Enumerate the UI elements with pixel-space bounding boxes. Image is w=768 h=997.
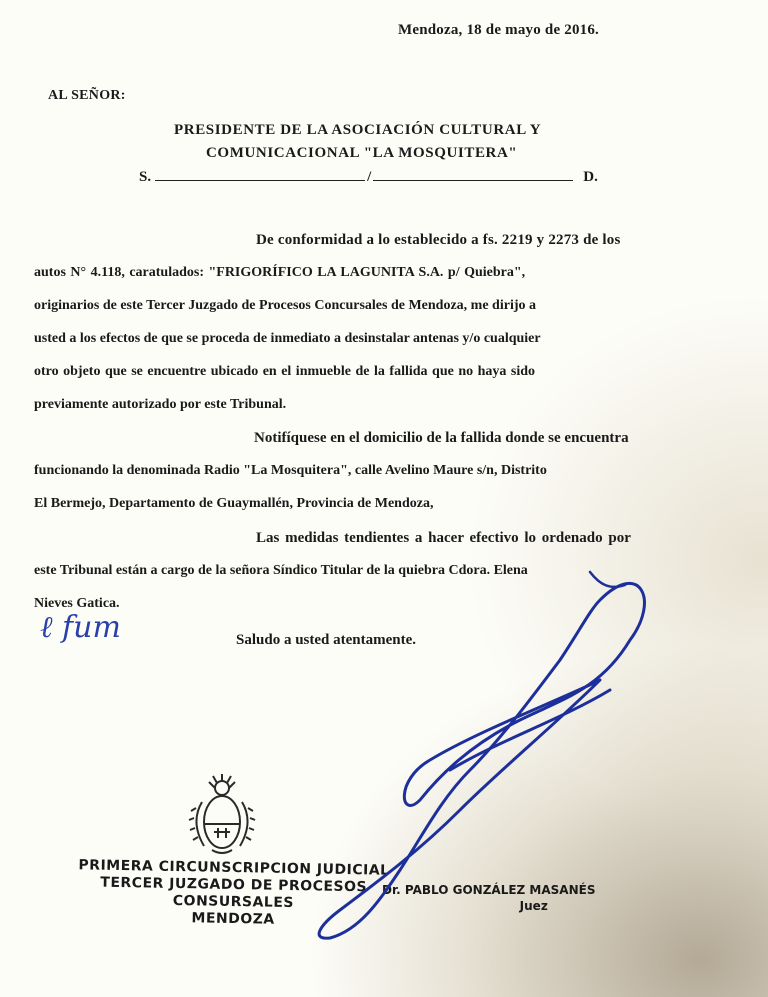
judge-name: Dr. PABLO GONZÁLEZ MASANÉS [382,883,596,897]
paragraph1-line: autos N° 4.118, caratulados: "FRIGORÍFICO LA LAGUNITA S.A. p/ Quiebra", [34,265,526,280]
paragraph1-line: originarios de este Tercer Juzgado de Procesos Concursales de Mendoza, me dirijo a [34,298,536,313]
addressee-label: AL SEÑOR: [48,88,126,103]
closing-line: Saludo a usted atentamente. [236,632,417,648]
stamp-line: PRIMERA CIRCUNSCRIPCION JUDICIAL [78,857,390,879]
recipient-line-2: COMUNICACIONAL "LA MOSQUITERA" [206,145,518,161]
recipient-line-1: PRESIDENTE DE LA ASOCIACIÓN CULTURAL Y [174,122,542,138]
paragraph3-line: Nieves Gatica. [34,596,120,611]
paragraph2-line: Notifíquese en el domicilio de la fallida donde se encuentra [254,430,629,446]
handwritten-initials: ℓ fum [40,610,121,645]
paragraph1-line: otro objeto que se encuentre ubicado en el inmueble de la fallida que no haya sido [34,364,536,379]
stamp-line: MENDOZA [191,910,275,928]
paragraph1-line: previamente autorizado por este Tribunal. [34,397,287,412]
paragraph2-line: El Bermejo, Departamento de Guaymallén, Provincia de Mendoza, [34,496,434,511]
letter-date: Mendoza, 18 de mayo de 2016. [398,22,600,38]
stamp-line: TERCER JUZGADO DE PROCESOS [100,874,368,896]
paragraph1-line: De conformidad a lo establecido a fs. 2219 y 2273 de los [256,232,621,248]
d-label: D. [583,169,598,185]
judge-title: Juez [519,899,548,913]
s-label: S. [139,169,152,185]
stamp-line: CONSURSALES [172,892,295,912]
slash-separator: / [367,169,372,185]
paragraph3-line: este Tribunal están a cargo de la señora Síndico Titular de la quiebra Cdora. Elena [34,563,528,578]
paragraph2-line: funcionando la denominada Radio "La Mosquitera", calle Avelino Maure s/n, Distrito [34,463,547,478]
paragraph1-line: usted a los efectos de que se proceda de inmediato a desinstalar antenas y/o cualquier [34,331,541,346]
paragraph3-line: Las medidas tendientes a hacer efectivo lo ordenado por [256,530,631,546]
